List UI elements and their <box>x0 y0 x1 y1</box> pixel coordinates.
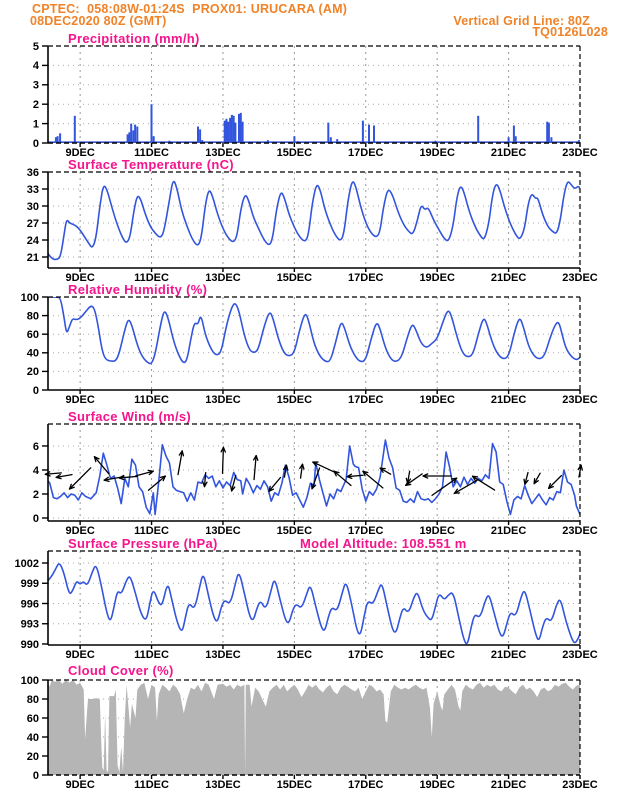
temperature-chart <box>0 166 618 288</box>
svg-text:15DEC: 15DEC <box>276 649 313 661</box>
svg-text:23DEC: 23DEC <box>562 779 598 791</box>
precipitation-svg <box>0 40 618 166</box>
svg-text:993: 993 <box>20 618 39 631</box>
svg-text:60: 60 <box>26 329 39 341</box>
svg-text:13DEC: 13DEC <box>205 525 241 537</box>
svg-text:0: 0 <box>32 137 39 150</box>
svg-text:23DEC: 23DEC <box>562 394 598 406</box>
svg-text:40: 40 <box>26 731 39 744</box>
svg-text:6: 6 <box>32 440 39 453</box>
svg-text:40: 40 <box>26 347 39 360</box>
wind-chart <box>0 418 618 544</box>
svg-text:4: 4 <box>32 60 39 73</box>
svg-text:2: 2 <box>32 99 39 111</box>
svg-text:17DEC: 17DEC <box>348 779 384 791</box>
svg-text:17DEC: 17DEC <box>348 394 384 406</box>
svg-text:21DEC: 21DEC <box>490 649 527 661</box>
svg-text:23DEC: 23DEC <box>562 525 598 537</box>
svg-text:13DEC: 13DEC <box>205 649 241 661</box>
svg-text:13DEC: 13DEC <box>205 394 241 406</box>
svg-text:13DEC: 13DEC <box>205 779 241 791</box>
svg-text:27: 27 <box>26 217 39 230</box>
svg-text:21DEC: 21DEC <box>490 147 527 159</box>
humidity-chart <box>0 291 618 413</box>
svg-text:21DEC: 21DEC <box>490 779 527 791</box>
surface-temperature-svg <box>0 166 618 288</box>
svg-text:60: 60 <box>26 712 39 725</box>
svg-text:17DEC: 17DEC <box>348 272 384 284</box>
svg-text:30: 30 <box>26 200 39 213</box>
svg-text:4: 4 <box>32 464 39 477</box>
svg-text:15DEC: 15DEC <box>276 779 313 791</box>
svg-text:15DEC: 15DEC <box>276 272 313 284</box>
cloud-cover-title: Cloud Cover (%) <box>68 663 174 678</box>
svg-text:9DEC: 9DEC <box>65 394 95 406</box>
header-run-datetime: 08DEC2020 80Z (GMT) <box>30 14 167 28</box>
svg-text:19DEC: 19DEC <box>419 525 455 537</box>
svg-text:19DEC: 19DEC <box>419 147 455 159</box>
svg-text:36: 36 <box>26 166 39 179</box>
svg-text:23DEC: 23DEC <box>562 272 598 284</box>
svg-text:80: 80 <box>26 310 39 323</box>
precipitation-chart <box>0 40 618 166</box>
temperature-title: Surface Temperature (nC) <box>68 157 234 172</box>
pressure-chart <box>0 545 618 667</box>
svg-text:15DEC: 15DEC <box>276 394 313 406</box>
svg-text:15DEC: 15DEC <box>276 525 313 537</box>
header-station-line: CPTEC: 058:08W-01:24S PROX01: URUCARA (AM) <box>32 2 348 16</box>
svg-text:21DEC: 21DEC <box>490 272 527 284</box>
surface-wind-svg <box>0 418 618 544</box>
svg-text:19DEC: 19DEC <box>419 394 455 406</box>
svg-text:20: 20 <box>26 750 39 763</box>
svg-text:0: 0 <box>32 512 39 525</box>
svg-text:0: 0 <box>32 769 39 782</box>
svg-text:1: 1 <box>32 118 39 131</box>
svg-text:20: 20 <box>26 366 39 379</box>
svg-text:21DEC: 21DEC <box>490 525 527 537</box>
svg-text:19DEC: 19DEC <box>419 779 455 791</box>
svg-text:21: 21 <box>26 251 39 264</box>
surface-pressure-svg <box>0 545 618 667</box>
cloud-cover-chart <box>0 672 618 800</box>
svg-text:996: 996 <box>20 598 39 611</box>
svg-text:11DEC: 11DEC <box>134 649 169 661</box>
svg-text:9DEC: 9DEC <box>65 649 95 661</box>
svg-text:990: 990 <box>20 638 39 651</box>
svg-text:33: 33 <box>26 183 39 196</box>
pressure-title: Surface Pressure (hPa) <box>68 536 218 551</box>
svg-text:17DEC: 17DEC <box>348 649 384 661</box>
svg-text:21DEC: 21DEC <box>490 394 527 406</box>
svg-text:11DEC: 11DEC <box>134 272 169 284</box>
svg-text:2: 2 <box>32 488 39 501</box>
svg-text:1002: 1002 <box>14 557 39 570</box>
svg-text:11DEC: 11DEC <box>134 147 169 159</box>
humidity-title: Relative Humidity (%) <box>68 282 208 297</box>
svg-text:17DEC: 17DEC <box>348 147 384 159</box>
svg-text:24: 24 <box>26 234 39 247</box>
precipitation-title: Precipitation (mm/h) <box>68 31 200 46</box>
svg-text:13DEC: 13DEC <box>205 147 241 159</box>
svg-text:17DEC: 17DEC <box>348 525 384 537</box>
svg-text:100: 100 <box>20 674 39 687</box>
svg-text:23DEC: 23DEC <box>562 649 598 661</box>
svg-text:9DEC: 9DEC <box>65 525 95 537</box>
svg-text:0: 0 <box>32 384 39 397</box>
svg-text:999: 999 <box>20 578 39 591</box>
cloud-cover-svg <box>0 672 618 800</box>
model-altitude-label: Model Altitude: 108.551 m <box>300 536 467 551</box>
header-grid-line-note: Vertical Grid Line: 80Z <box>453 14 590 28</box>
svg-text:11DEC: 11DEC <box>134 394 169 406</box>
relative-humidity-svg <box>0 291 618 413</box>
svg-text:13DEC: 13DEC <box>205 272 241 284</box>
svg-text:23DEC: 23DEC <box>562 147 598 159</box>
svg-text:9DEC: 9DEC <box>65 779 95 791</box>
svg-text:15DEC: 15DEC <box>276 147 313 159</box>
svg-text:5: 5 <box>32 40 39 53</box>
svg-text:100: 100 <box>20 291 39 304</box>
svg-text:19DEC: 19DEC <box>419 272 455 284</box>
svg-text:11DEC: 11DEC <box>134 525 169 537</box>
svg-text:9DEC: 9DEC <box>65 147 95 159</box>
svg-text:80: 80 <box>26 693 39 706</box>
svg-text:3: 3 <box>32 79 39 92</box>
wind-title: Surface Wind (m/s) <box>68 409 192 424</box>
svg-text:9DEC: 9DEC <box>65 272 95 284</box>
svg-text:19DEC: 19DEC <box>419 649 455 661</box>
svg-text:11DEC: 11DEC <box>134 779 169 791</box>
header-model-id: TQ0126L028 <box>532 25 608 39</box>
